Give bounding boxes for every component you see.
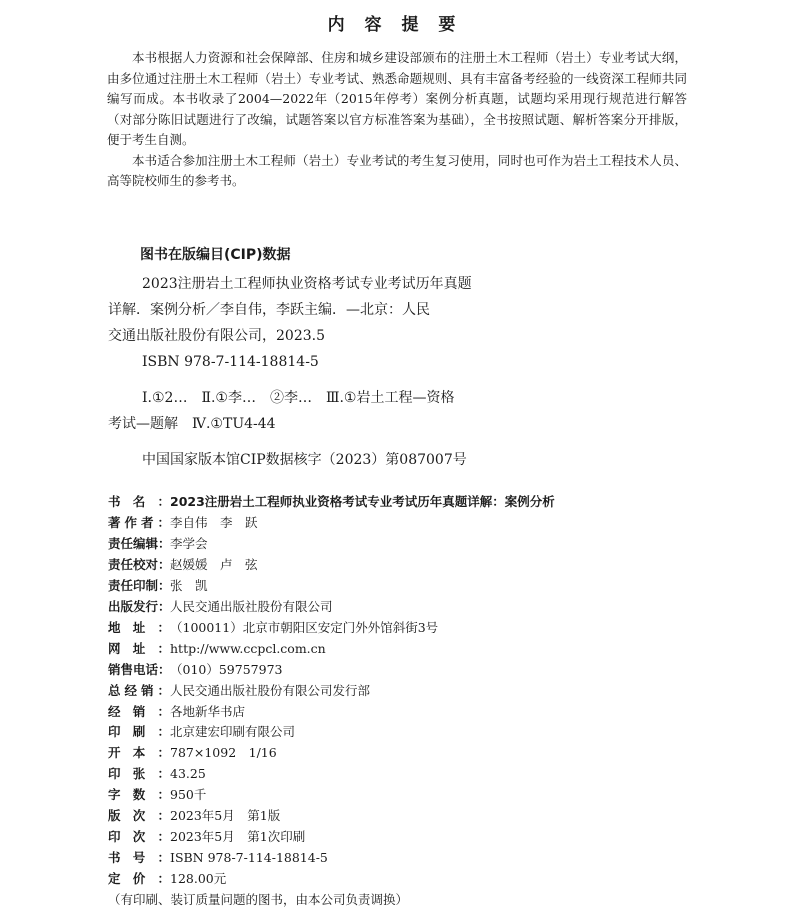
info-row-edition: [108, 806, 708, 827]
info-label: 网址：: [108, 640, 170, 656]
info-row-distributor: [108, 681, 708, 702]
info-value: 128.00元: [170, 871, 227, 887]
info-row-editor: [108, 534, 708, 555]
info-value: 2023年5月 第1次印刷: [170, 829, 306, 845]
info-row-proofreader: [108, 555, 708, 576]
info-label: 定价：: [108, 871, 170, 887]
info-value: 张 凯: [170, 577, 208, 593]
cip-line: 考试—题解 Ⅳ.①TU4-44: [108, 416, 276, 432]
info-value: ISBN 978-7-114-18814-5: [170, 850, 328, 866]
summary: [107, 48, 687, 192]
summary-paragraph: 本书根据人力资源和社会保障部、住房和城乡建设部颁布的注册土木工程师（岩土）专业考试大纲，由多位通过注册土木工程师（岩土）专业考试、熟悉命题规则、具有丰富备考经验的一线资深工程师共同编写而成。本书收录了2004—2022年（2015年停考）案例分析真题，试题均采用现行规范进行解答（对部分陈旧试题进行了改编，试题答案以官方标准答案为基础），全书按照试题、解析答案分开排版，便于考生自测。: [107, 50, 687, 147]
info-row-isbn: [108, 848, 708, 869]
info-value: 950千: [170, 787, 207, 803]
info-row-website: [108, 639, 708, 660]
cip-line: 详解．案例分析／李自伟，李跃主编．—北京：人民: [108, 302, 430, 318]
info-label: 版次：: [108, 808, 170, 824]
info-row-dealer: [108, 702, 708, 723]
info-value: 2023注册岩土工程师执业资格考试专业考试历年真题详解：案例分析: [170, 494, 555, 509]
info-label: 印刷：: [108, 724, 170, 740]
section-title: 内 容 提 要: [327, 15, 463, 35]
publication-info: [108, 492, 708, 911]
quality-note: （有印刷、装订质量问题的图书，由本公司负责调换）: [108, 892, 409, 908]
info-value: 李自伟 李 跃: [170, 514, 258, 530]
info-label: 印张：: [108, 766, 170, 782]
cip-line: 交通出版社股份有限公司，2023.5: [108, 328, 325, 344]
cip-heading: 图书在版编目(CIP)数据: [140, 247, 291, 263]
info-value: 赵媛媛 卢 弦: [170, 556, 258, 572]
info-label: 经销：: [108, 703, 170, 719]
info-label: 开本：: [108, 745, 170, 761]
info-row-title: [108, 492, 708, 513]
info-row-printer: [108, 722, 708, 743]
info-label: 销售电话：: [108, 661, 171, 677]
info-row-print-supervisor: [108, 576, 708, 597]
cip-line: Ⅰ.①2… Ⅱ.①李… ②李… Ⅲ.①岩土工程—资格: [142, 390, 455, 406]
cip-line: 2023注册岩土工程师执业资格考试专业考试历年真题: [142, 276, 472, 292]
info-value: （010）59757973: [170, 661, 283, 677]
info-row-price: [108, 869, 708, 890]
info-label: 著作者：: [108, 514, 170, 530]
info-row-authors: [108, 513, 708, 534]
info-label: 字数：: [108, 787, 170, 803]
info-label: 出版发行：: [108, 598, 171, 614]
info-row-sales-phone: [108, 660, 708, 681]
info-value: 人民交通出版社股份有限公司发行部: [170, 682, 371, 698]
info-label: 责任印制：: [108, 577, 171, 593]
cip-line: ISBN 978-7-114-18814-5: [142, 354, 319, 370]
info-label: 责任校对：: [108, 556, 171, 572]
info-label: 书名：: [108, 494, 170, 509]
info-value: 2023年5月 第1版: [170, 808, 281, 824]
info-label: 印次：: [108, 829, 170, 845]
info-row-word-count: [108, 785, 708, 806]
info-value: 787×1092 1/16: [170, 745, 277, 761]
info-label: 总经销：: [108, 682, 170, 698]
info-label: 地址：: [108, 619, 170, 635]
info-value: 北京建宏印刷有限公司: [170, 724, 296, 740]
info-value: （100011）北京市朝阳区安定门外外馆斜街3号: [170, 619, 439, 635]
info-value: 李学会: [170, 535, 208, 551]
info-row-sheets: [108, 764, 708, 785]
cip-record: [108, 271, 508, 473]
cip-line: 中国国家版本馆CIP数据核字（2023）第087007号: [142, 452, 467, 468]
summary-paragraph: 本书适合参加注册土木工程师（岩土）专业考试的考生复习使用，同时也可作为岩土工程技术人员、高等院校师生的参考书。: [107, 152, 687, 188]
info-label: 责任编辑：: [108, 535, 171, 551]
info-value: 各地新华书店: [170, 703, 246, 719]
info-row-format: [108, 743, 708, 764]
info-value: 人民交通出版社股份有限公司: [170, 598, 333, 614]
info-row-publisher: [108, 597, 708, 618]
info-label: 书号：: [108, 850, 170, 866]
info-row-printing: [108, 827, 708, 848]
info-value: http://www.ccpcl.com.cn: [170, 640, 326, 656]
info-value: 43.25: [170, 766, 206, 782]
info-row-address: [108, 618, 708, 639]
